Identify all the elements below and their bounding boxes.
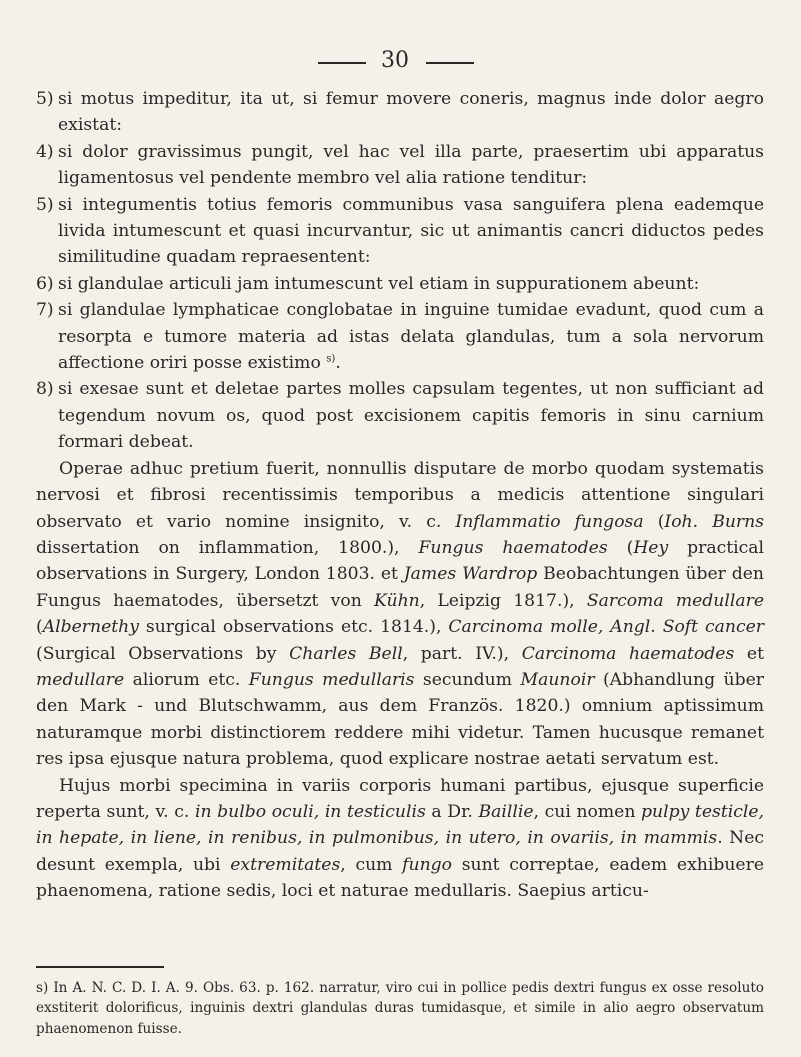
italic-term: James Wardrop [403, 564, 538, 585]
list-item-text: si motus impeditur, ita ut, si femur movere coneris, magnus inde dolor aegro existat: [58, 89, 764, 136]
text-run: aliorum etc. [124, 669, 249, 690]
text-run: Operae adhuc pretium fuerit, nonnullis disputare de morbo quodam systematis nervosi et fibrosi recentissimis temporibus a medicis attentione singulari observato et vario nomine insignito, v. c. [36, 458, 764, 532]
text-run: et [734, 643, 764, 664]
italic-term: pulpy testicle, in hepate, in liene, in renibus, in pulmonibus, in utero, in ovariis, in mammis [36, 801, 764, 849]
text-run: ( [643, 511, 665, 532]
italic-term: Kühn [374, 590, 420, 611]
text-run: sunt correptae, eadem exhibuere phaenomena, ratione sedis, loci et naturae medullaris. Saepius articu- [36, 854, 764, 902]
page-number: 30 [381, 48, 409, 73]
text-run: , part. IV.), [402, 643, 522, 664]
italic-term: Fungus haematodes [418, 537, 608, 558]
italic-term: Inflammatio fungosa [455, 511, 644, 532]
list-item-number: 4) [36, 141, 54, 162]
text-run: , Leipzig 1817.), [419, 590, 587, 611]
list-item [36, 271, 764, 297]
list-item-text: si dolor gravissimus pungit, vel hac vel illa parte, praesertim ubi apparatus ligamentosus vel pendente membro vel alia ratione tenditur: [58, 141, 764, 189]
header-rule-left [318, 62, 366, 64]
list-item-text: si glandulae articuli jam intumescunt vel etiam in suppurationem abeunt: [58, 273, 700, 294]
footnote-rule [36, 966, 164, 968]
list-item-end: . [335, 353, 341, 374]
text-run: (Surgical Observations by [36, 643, 290, 664]
text-run: Beobachtungen über den Fungus haematodes, übersetzt von [36, 564, 764, 611]
italic-term: Sarcoma medullare [586, 590, 764, 611]
italic-term: Maunoir [520, 669, 595, 690]
footnote-reference[interactable]: s) [326, 353, 336, 365]
page-header [0, 48, 801, 78]
list-item-number: 5) [36, 89, 54, 109]
italic-term: Albernethy [42, 617, 139, 638]
text-run: dissertation on inflammation, 1800.), [36, 537, 419, 558]
italic-term: fungo [402, 854, 452, 875]
italic-term: Carcinoma molle, Angl. Soft cancer [448, 617, 764, 638]
main-text [36, 86, 764, 905]
text-run: practical observations in Surgery, London 1803. et [36, 537, 764, 585]
list-item [36, 376, 764, 455]
numbered-list [36, 86, 764, 456]
footnote: s) In A. N. C. D. I. A. 9. Obs. 63. p. 162. narratur, viro cui in pollice pedis dextri fungus ex osse resoluto exstiterit dolorificus, inguinis dextri glandulas duras tumidasque, et simile in alio aegro observatum phaenomenon fuisse. [36, 980, 764, 1037]
italic-term: Fungus medullaris [248, 669, 415, 690]
header-rule-right [426, 62, 474, 64]
list-item-text: si integumentis totius femoris communibus vasa sanguifera plena eademque livida intumescunt et quasi incurvantur, sic ut animantis cancri diductos pedes similitudine quadam repraesentent: [58, 194, 764, 268]
list-item-number: 6) [36, 273, 54, 294]
text-run: , cum [340, 854, 403, 875]
italic-term: in bulbo oculi, in testiculis [194, 801, 426, 822]
list-item-number: 5) [36, 194, 54, 215]
text-run: ( [36, 617, 43, 638]
italic-term: medullare [36, 669, 125, 690]
paragraph-fungus-names [36, 456, 764, 773]
text-run: , cui nomen [533, 801, 642, 822]
italic-term: extremitates [230, 854, 341, 875]
list-item-number: 8) [36, 379, 54, 400]
italic-term: Carcinoma haematodes [521, 643, 735, 664]
italic-term: Charles Bell [289, 643, 403, 664]
list-item [36, 192, 764, 271]
text-run: ( [607, 537, 634, 558]
italic-term: Baillie [478, 801, 534, 822]
list-item-number: 7) [36, 300, 54, 321]
list-item [36, 139, 764, 192]
text-run: Hujus morbi specimina in variis corporis humani partibus, ejusque superficie reperta sunt, v. c. [36, 775, 764, 822]
list-item [36, 297, 764, 376]
text-run: secundum [414, 669, 521, 690]
text-run: (Abhandlung über den Mark - und Blutschwamm, aus dem Französ. 1820.) omnium aptissimum naturamque morbi distinctiorem reddere mihi videtur. Tamen hucusque remanet res ipsa ejusque natura problema, quod explicare nostrae aetati servatum est. [36, 669, 764, 770]
list-item-text: si exesae sunt et deletae partes molles capsulam tegentes, ut non sufficiant ad tegendum novum os, quod post excisionem capitis femoris in sinu carnium formari debeat. [58, 379, 764, 453]
text-run: . Nec desunt exempla, ubi [36, 828, 764, 875]
paragraph-specimina [36, 773, 764, 905]
list-item [36, 86, 764, 139]
italic-term: Hey [633, 537, 669, 558]
italic-term: Ioh. Burns [664, 511, 764, 532]
text-run: a Dr. [425, 801, 479, 822]
list-item-text: si glandulae lymphaticae conglobatae in inguine tumidae evadunt, quod cum a resorpta e tumore materia ad istas delata glandulas, tum a sola nervorum affectione oriri posse existimo [58, 300, 764, 374]
text-run: surgical observations etc. 1814.), [138, 617, 449, 638]
